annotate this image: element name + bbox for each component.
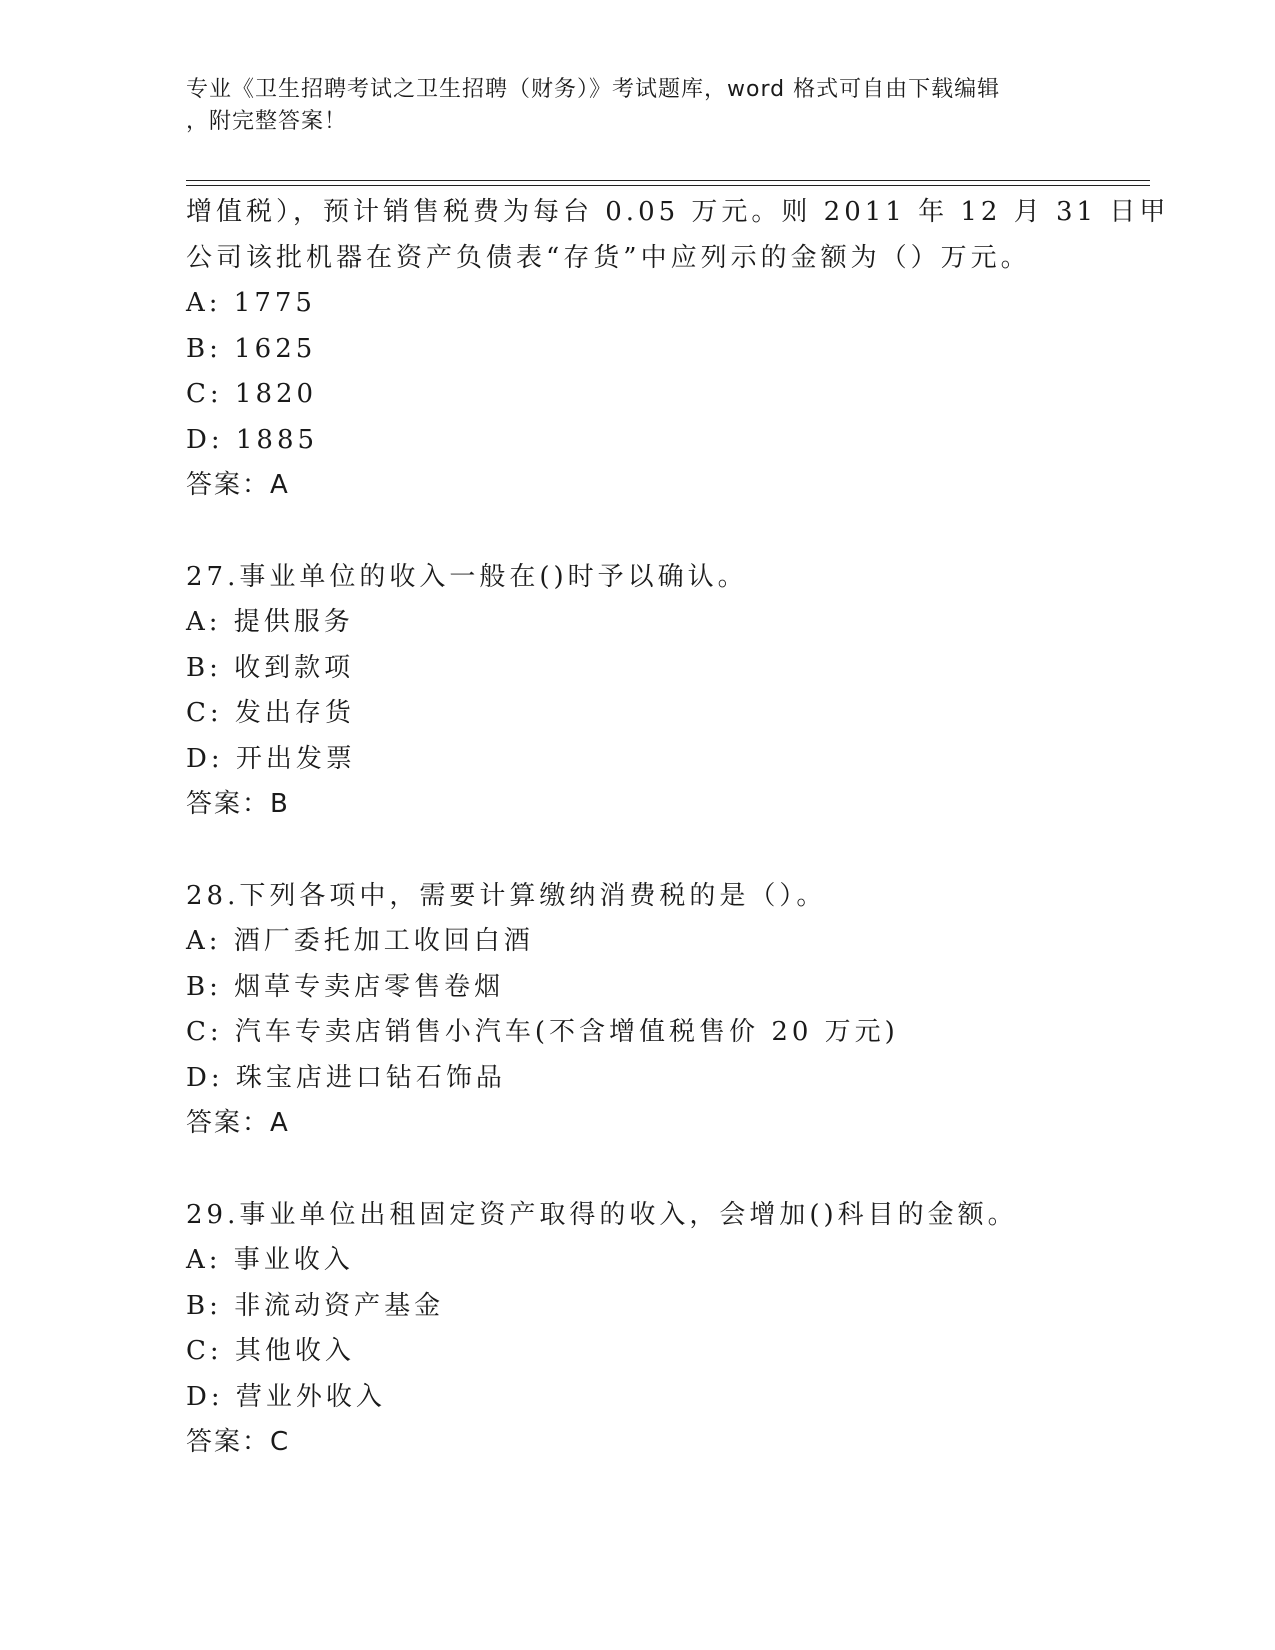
answer: 答案：B <box>186 789 290 819</box>
option-d: D: 开出发票 <box>186 743 356 774</box>
header-divider-top <box>186 180 1150 181</box>
header-line-1: 专业《卫生招聘考试之卫生招聘（财务）》考试题库，word 格式可自由下载编辑 <box>186 77 1001 102</box>
question-text: 29.事业单位出租固定资产取得的收入，会增加()科目的金额。 <box>186 1199 1018 1230</box>
option-d: D: 1885 <box>186 424 319 455</box>
option-a: A: 提供服务 <box>186 607 354 637</box>
question-list <box>186 190 1170 1466</box>
option-c: C: 汽车专卖店销售小汽车(不含增值税售价 20 万元) <box>186 1017 899 1047</box>
option-b: B: 烟草专卖店零售卷烟 <box>186 971 505 1002</box>
document-header <box>186 74 1086 138</box>
option-d: D: 营业外收入 <box>186 1381 386 1412</box>
question-text: 公司该批机器在资产负债表“存货”中应列示的金额为（）万元。 <box>186 242 1031 273</box>
answer: 答案：C <box>186 1427 291 1457</box>
question-text: 27.事业单位的收入一般在()时予以确认。 <box>186 561 748 592</box>
option-c: C: 1820 <box>186 379 318 409</box>
option-b: B: 1625 <box>186 333 317 364</box>
question-28 <box>186 874 1086 1147</box>
answer: 答案：A <box>186 470 290 500</box>
option-a: A: 事业收入 <box>186 1245 354 1275</box>
header-line-2: ，附完整答案！ <box>186 109 348 134</box>
option-b: B: 非流动资产基金 <box>186 1290 445 1321</box>
option-b: B: 收到款项 <box>186 652 355 683</box>
question-text: 28.下列各项中，需要计算缴纳消费税的是（）。 <box>186 880 827 911</box>
answer: 答案：A <box>186 1108 290 1138</box>
header-divider-bottom <box>186 185 1150 186</box>
question-29 <box>186 1193 1086 1466</box>
question-26 <box>186 190 1170 509</box>
option-a: A: 1775 <box>186 288 316 318</box>
option-d: D: 珠宝店进口钻石饰品 <box>186 1062 506 1093</box>
option-c: C: 发出存货 <box>186 698 355 728</box>
option-c: C: 其他收入 <box>186 1336 355 1366</box>
option-a: A: 酒厂委托加工收回白酒 <box>186 926 534 956</box>
question-27 <box>186 555 1086 828</box>
question-text: 增值税），预计销售税费为每台 0.05 万元。则 2011 年 12 月 31 日甲 <box>186 197 1170 227</box>
